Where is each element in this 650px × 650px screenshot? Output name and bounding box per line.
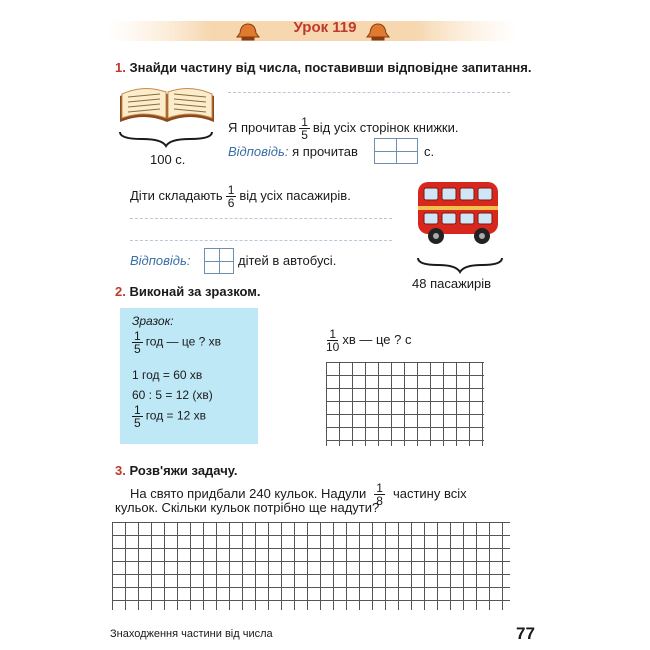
writing-line xyxy=(228,92,510,93)
task1-answer1 xyxy=(228,144,358,159)
task1-sentence2 xyxy=(130,184,351,209)
sample-title: Зразок: xyxy=(132,314,174,328)
answer1-before: я прочитав xyxy=(292,144,358,159)
answer2-label: Відповідь: xyxy=(130,253,191,268)
sample-question: год — це ? хв xyxy=(145,334,222,349)
fraction-one-sixth: $\frac{1}{6}$ xyxy=(227,183,235,210)
task2-answer-grid[interactable] xyxy=(326,362,484,446)
sentence2-before: Діти складають xyxy=(130,187,223,203)
task3-instruction: Розв'яжи задачу. xyxy=(129,463,238,478)
sample-fraction: $\frac{1}{5}$ xyxy=(134,329,141,356)
task2-exercise-row xyxy=(326,328,411,353)
exercise-question: хв — це ? с xyxy=(342,331,412,347)
task2-heading xyxy=(115,284,261,299)
open-book-image xyxy=(116,82,218,130)
task3-number: 3. xyxy=(115,463,126,478)
task3-heading xyxy=(115,463,237,478)
task2-number: 2. xyxy=(115,284,126,299)
footer-topic: Знаходження частини від числа xyxy=(110,628,273,640)
task1-number: 1. xyxy=(115,60,126,75)
book-pages-label: 100 с. xyxy=(150,152,186,167)
bus-brace-icon xyxy=(416,256,504,274)
task2-instruction: Виконай за зразком. xyxy=(129,284,261,299)
task1-sentence1 xyxy=(228,116,459,141)
task3-text-before: На свято придбали 240 кульок. Надули xyxy=(130,485,367,501)
sentence1-before: Я прочитав xyxy=(228,119,297,135)
answer2-input-cells[interactable] xyxy=(204,248,234,274)
fraction-one-fifth: $\frac{1}{5}$ xyxy=(301,115,308,142)
sample-line1: 1 год = 60 хв xyxy=(132,368,203,382)
task3-text-after: частину всіх xyxy=(392,485,467,501)
sample-box xyxy=(120,308,258,444)
lesson-title: Урок 119 xyxy=(293,19,357,36)
book-brace-icon xyxy=(118,130,214,148)
sample-result-row xyxy=(132,404,206,429)
sample-result-fraction: $\frac{1}{5}$ xyxy=(134,403,141,430)
answer1-input-cells[interactable] xyxy=(374,138,418,164)
sample-line2: 60 : 5 = 12 (хв) xyxy=(132,388,213,402)
bus-passengers-label: 48 пасажирів xyxy=(412,276,492,291)
sample-question-row xyxy=(132,330,221,355)
task1-heading xyxy=(115,60,531,75)
exercise-fraction: $\frac{1}{10}$ xyxy=(326,327,340,354)
task3-text-line2: кульок. Скільки кульок потрібно ще надути? xyxy=(115,500,380,515)
fraction-one-eighth: $\frac{1}{8}$ xyxy=(376,481,383,508)
answer2-after: дітей в автобусі. xyxy=(238,253,337,268)
sentence1-after: від усіх сторінок книжки. xyxy=(312,119,459,135)
sentence2-after: від усіх пасажирів. xyxy=(239,187,351,203)
answer1-label: Відповідь: xyxy=(228,144,289,159)
page-number: 77 xyxy=(516,624,535,643)
writing-line xyxy=(130,218,392,219)
task1-answer2-label xyxy=(130,253,190,268)
bus-image xyxy=(412,178,504,248)
answer1-unit: с. xyxy=(424,144,435,159)
task1-instruction: Знайди частину від числа, поставивши відповідне запитання. xyxy=(129,60,532,75)
writing-line xyxy=(130,240,392,241)
task3-answer-grid[interactable] xyxy=(112,522,510,610)
sample-result: год = 12 хв xyxy=(145,408,206,423)
